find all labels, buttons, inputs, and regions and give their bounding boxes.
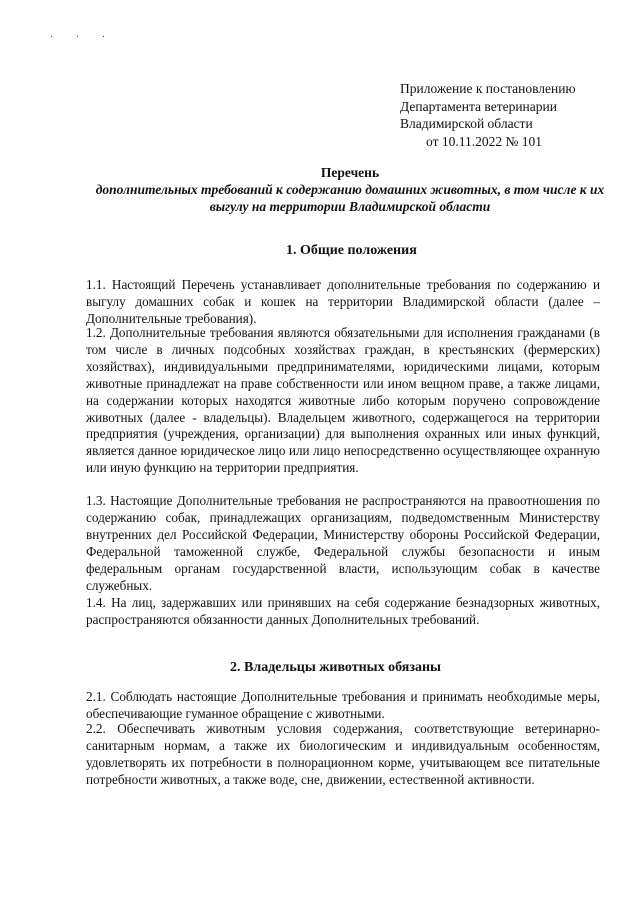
document-title-block [90, 164, 610, 215]
document-title: Перечень [320, 165, 380, 180]
scan-specks: · · · [50, 32, 115, 43]
paragraph-1-4: 1.4. На лиц, задержавших или принявших на себя содержание безнадзорных животных, распространяются обязанности данных Дополнительных требований. [86, 595, 600, 627]
section-1-heading: 1. Общие положения [286, 243, 417, 258]
paragraph-2-2: 2.2. Обеспечивать животным условия содержания, соответствующие ветеринарно-санитарным нормам, а также их биологическим и индивидуальным особенностям, удовлетворять их потребности в полнорационном корме, учитывающем все питательные потребности животных, а также воде, сне, движении, естественной активности. [86, 721, 600, 787]
paragraph-1-2: 1.2. Дополнительные требования являются обязательными для исполнения гражданами (в том числе в личных подсобных хозяйствах граждан, в крестьянских (фермерских) хозяйствах), индивидуальными предпринимателями, юридическими лицами, которым животные принадлежат на праве собственности или ином вещном праве, а также лицами, на содержании которых находятся животные либо которым поручено сопровождение животных (далее - владельцы). Владельцем животного, содержащегося на территории предприятия (учреждения, организации) для выполнения охранных или иных функций, является данное юридическое лицо или лицо непосредственно осуществляющее охранную или иную функцию на территории предприятия. [86, 325, 600, 476]
annex-header [400, 80, 576, 150]
document-subtitle: дополнительных требований к содержанию домашних животных, в том числе к их выгулу на территории Владимирской области [95, 182, 605, 214]
paragraph-1-3: 1.3. Настоящие Дополнительные требования не распространяются на правоотношения по содержанию собак, принадлежащих организациям, подведомственным Министерству внутренних дел Российской Федерации, Министерству обороны Российской Федерации, Федеральной таможенной службе, Федеральной службы безопасности и иным федеральным органам государственной власти, использующим собак в качестве служебных. [86, 493, 600, 593]
annex-date-number: от 10.11.2022 № 101 [426, 133, 542, 149]
annex-line-3: Владимирской области [400, 116, 533, 131]
annex-line-1: Приложение к постановлению [400, 81, 576, 96]
annex-line-2: Департамента ветеринарии [400, 98, 557, 114]
paragraph-1-1: 1.1. Настоящий Перечень устанавливает дополнительные требования по содержанию и выгулу домашних собак и кошек на территории Владимирской области (далее – Дополнительные требования). [86, 277, 600, 326]
section-2-heading: 2. Владельцы животных обязаны [230, 660, 441, 675]
paragraph-2-1: 2.1. Соблюдать настоящие Дополнительные требования и принимать необходимые меры, обеспечивающие гуманное обращение с животными. [86, 689, 600, 721]
